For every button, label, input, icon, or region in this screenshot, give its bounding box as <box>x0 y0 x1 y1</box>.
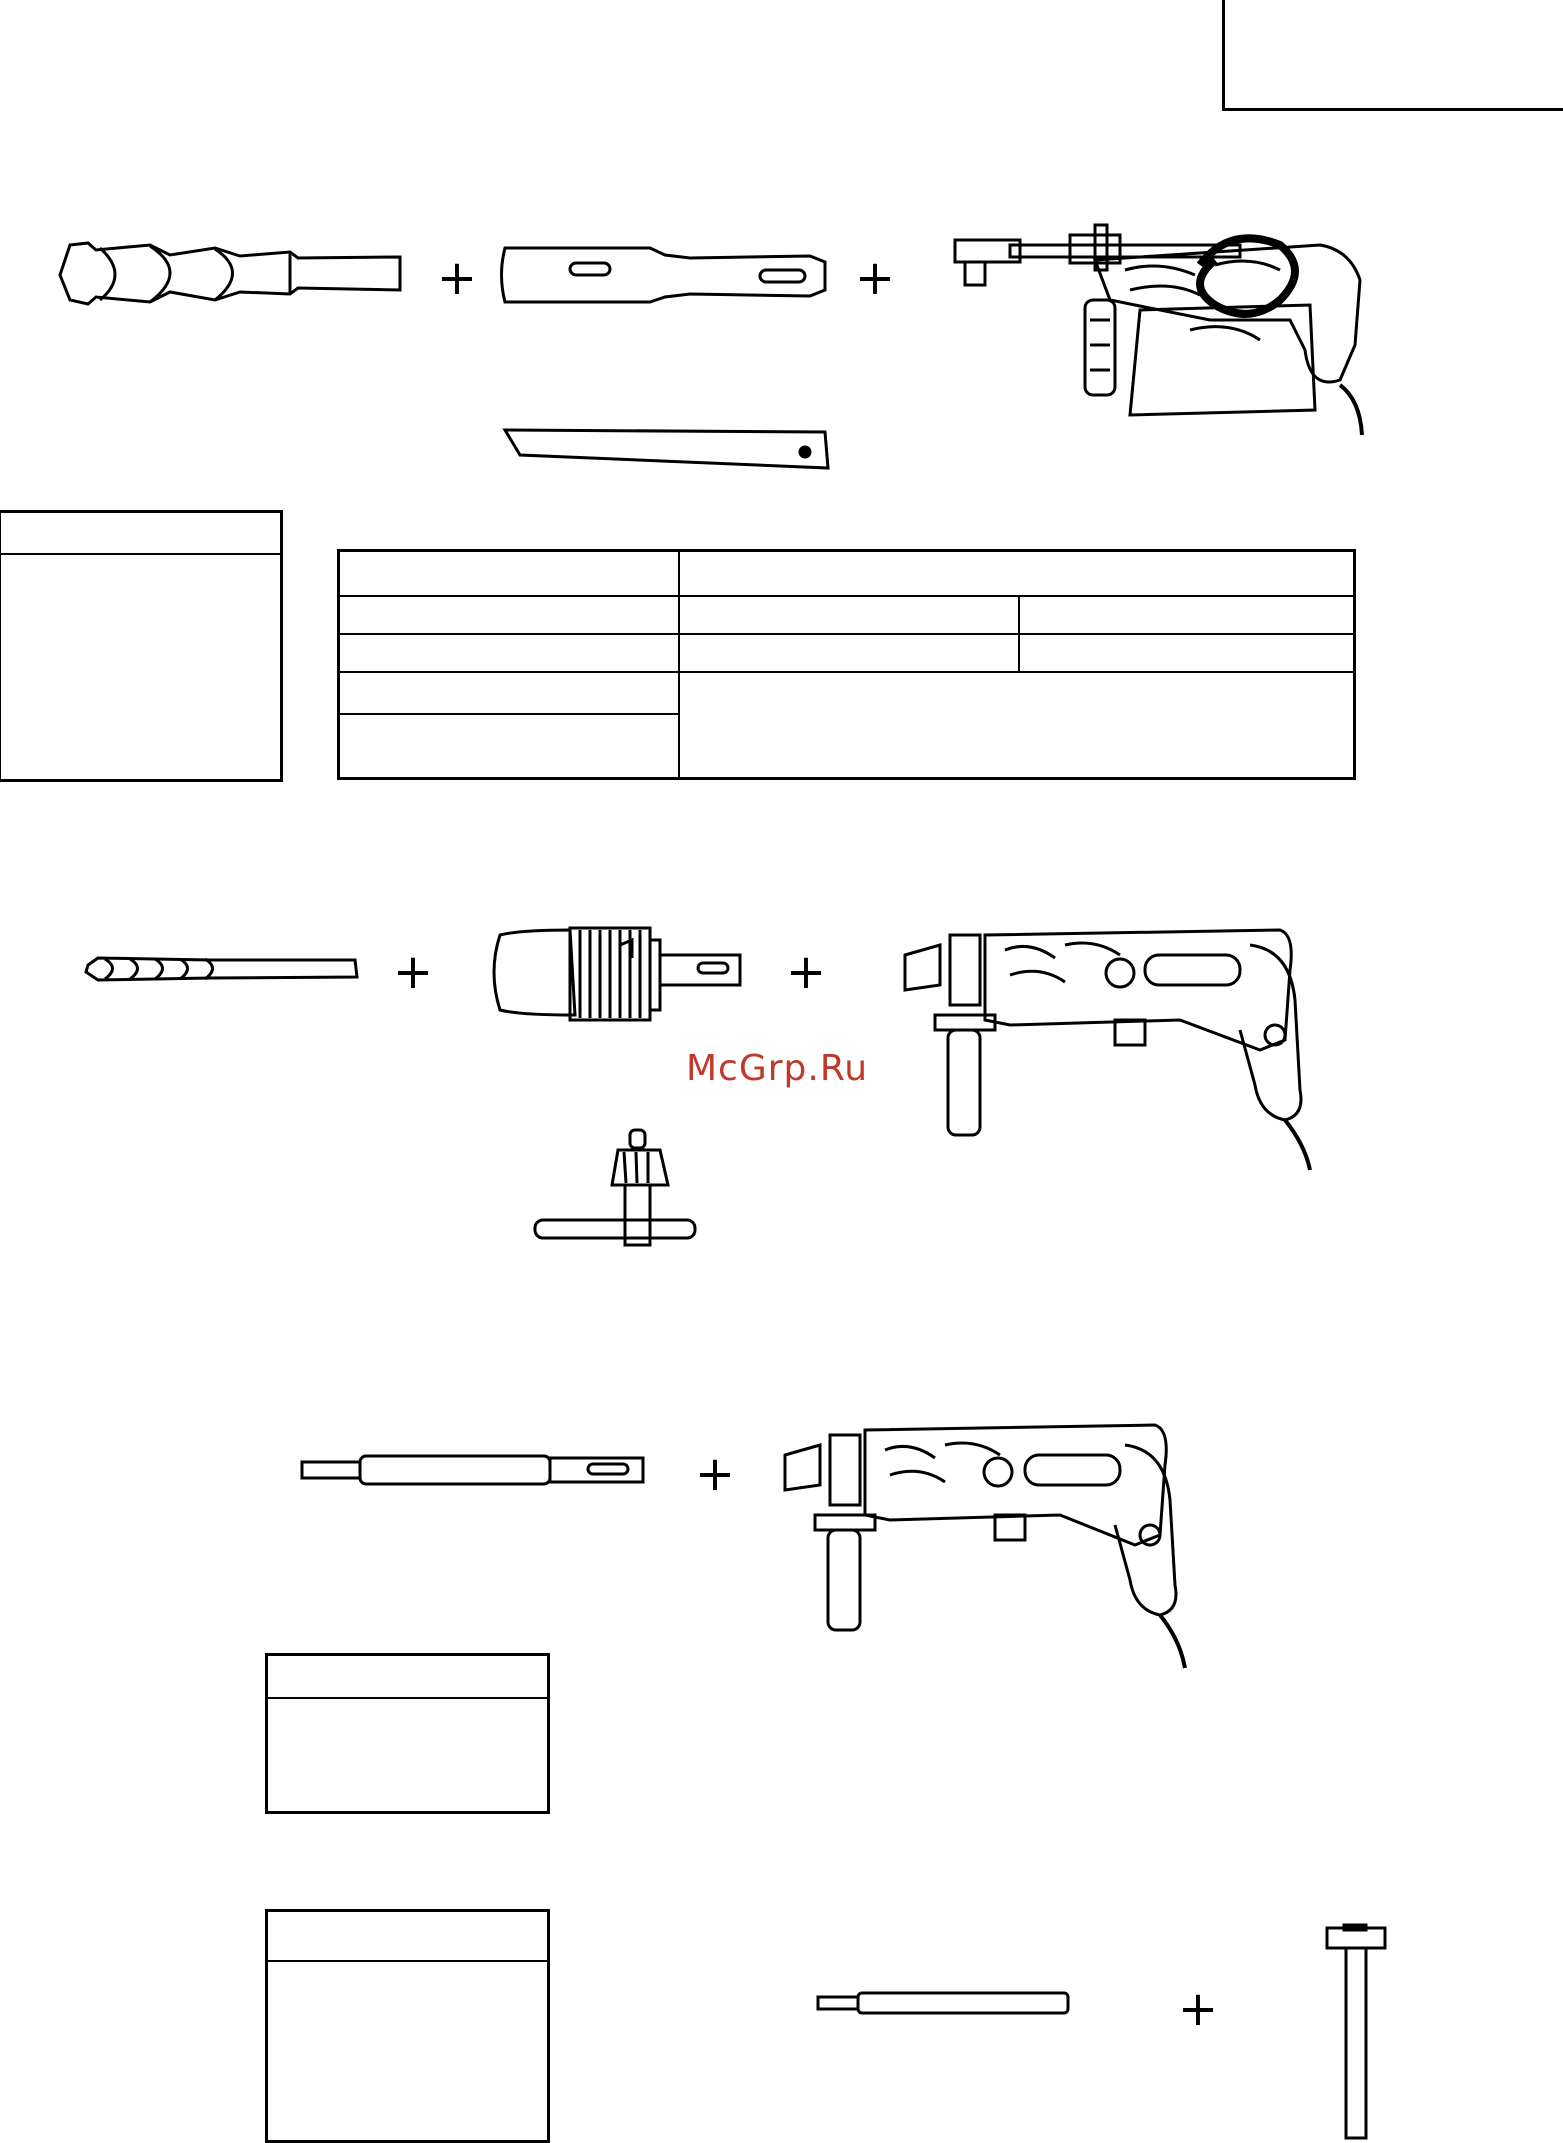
table-cell <box>1019 634 1355 672</box>
plus-operator: + <box>854 250 896 306</box>
corner-frame <box>1222 0 1563 111</box>
table-cell <box>679 551 1355 596</box>
table-cell <box>339 634 680 672</box>
table-cell <box>679 596 1019 634</box>
table-cell <box>679 672 1355 779</box>
plus-operator: + <box>1177 1981 1219 2037</box>
table-cell <box>339 551 680 596</box>
plus-operator: + <box>694 1446 736 1502</box>
watermark: McGrp.Ru <box>686 1048 869 1089</box>
plus-operator: + <box>436 250 478 306</box>
table-cell <box>1019 596 1355 634</box>
table-cell <box>339 596 680 634</box>
spec-table <box>337 549 1356 780</box>
table-cell <box>679 634 1019 672</box>
plus-operator: + <box>392 944 434 1000</box>
table-cell <box>339 714 680 779</box>
label-box-3 <box>265 1909 550 2143</box>
label-box-2 <box>265 1653 550 1814</box>
table-cell <box>339 672 680 714</box>
label-box-1 <box>0 510 283 782</box>
plus-operator: + <box>785 944 827 1000</box>
